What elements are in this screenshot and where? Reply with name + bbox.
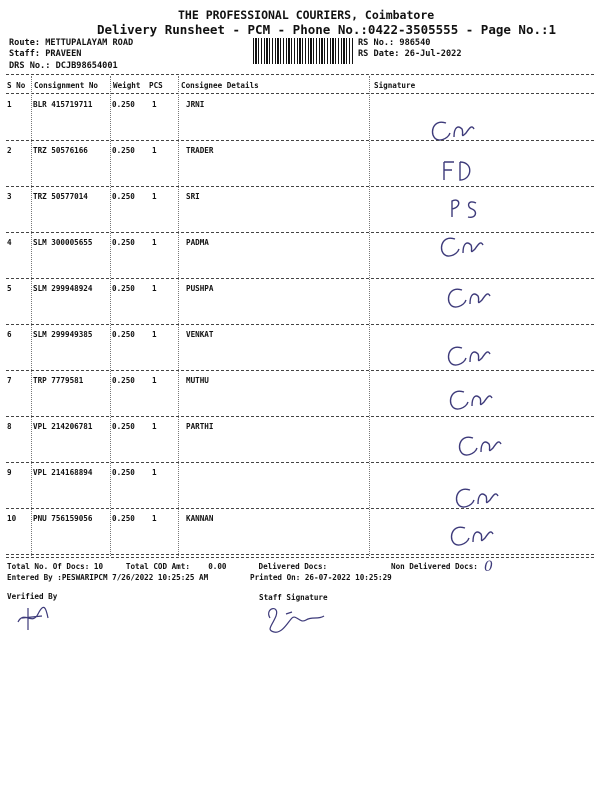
row-consignment: VPL 214206781 bbox=[33, 422, 93, 431]
row-consignee: KANNAN bbox=[186, 514, 214, 523]
staff-value: PRAVEEN bbox=[45, 49, 82, 59]
row-consignee: PUSHPA bbox=[186, 284, 214, 293]
barcode bbox=[253, 38, 353, 64]
rs-date-row bbox=[358, 49, 462, 59]
row-weight: 0.250 bbox=[112, 514, 135, 523]
totals-row bbox=[7, 562, 327, 571]
row-sno: 1 bbox=[7, 100, 12, 109]
drs-label: DRS No.: bbox=[9, 61, 51, 71]
row-pcs: 1 bbox=[152, 330, 157, 339]
col-pcs: PCS bbox=[149, 81, 163, 90]
col-signature: Signature bbox=[374, 81, 416, 90]
non-delivered-docs-label: Non Delivered Docs: bbox=[391, 562, 478, 571]
staff-signature-icon bbox=[262, 600, 332, 640]
rs-no-label: RS No.: bbox=[358, 38, 395, 48]
verified-by-label: Verified By bbox=[7, 592, 58, 601]
row-pcs: 1 bbox=[152, 376, 157, 385]
row-consignment: BLR 415719711 bbox=[33, 100, 93, 109]
divider bbox=[6, 370, 594, 371]
total-cod-value: 0.00 bbox=[208, 562, 227, 571]
col-weight: Weight bbox=[113, 81, 141, 90]
row-consignee: SRI bbox=[186, 192, 200, 201]
row-consignee: PARTHI bbox=[186, 422, 214, 431]
row-consignment: SLM 299949385 bbox=[33, 330, 93, 339]
row-consignment: PNU 756159056 bbox=[33, 514, 93, 523]
row-pcs: 1 bbox=[152, 238, 157, 247]
divider bbox=[6, 186, 594, 187]
divider bbox=[6, 93, 594, 94]
total-cod-label: Total COD Amt: bbox=[125, 562, 190, 571]
divider bbox=[6, 140, 594, 141]
non-delivered-handwritten: 0 bbox=[484, 559, 493, 575]
row-pcs: 1 bbox=[152, 284, 157, 293]
row-signature-icon bbox=[446, 195, 502, 225]
route-label: Route: bbox=[9, 38, 41, 48]
row-signature-icon bbox=[447, 522, 503, 552]
row-pcs: 1 bbox=[152, 468, 157, 477]
rs-no-row bbox=[358, 38, 430, 48]
row-consignment: TRZ 50577014 bbox=[33, 192, 88, 201]
total-docs-label: Total No. Of Docs: bbox=[7, 562, 90, 571]
staff-label: Staff: bbox=[9, 49, 41, 59]
row-sno: 4 bbox=[7, 238, 12, 247]
row-consignee: JRNI bbox=[186, 100, 205, 109]
printed-on: Printed On: 26-07-2022 10:25:29 bbox=[250, 573, 392, 582]
delivered-docs-label: Delivered Docs: bbox=[258, 562, 328, 571]
row-pcs: 1 bbox=[152, 514, 157, 523]
runsheet-subtitle: Delivery Runsheet - PCM - Phone No.:0422-3505555 - Page No.:1 bbox=[97, 22, 557, 37]
row-weight: 0.250 bbox=[112, 100, 135, 109]
row-sno: 2 bbox=[7, 146, 12, 155]
row-weight: 0.250 bbox=[112, 376, 135, 385]
row-signature-icon bbox=[452, 484, 508, 514]
row-pcs: 1 bbox=[152, 146, 157, 155]
divider bbox=[6, 278, 594, 279]
route-row bbox=[9, 38, 133, 48]
column-separator bbox=[369, 76, 370, 556]
row-consignment: TRZ 50576166 bbox=[33, 146, 88, 155]
column-separator bbox=[31, 76, 32, 556]
row-weight: 0.250 bbox=[112, 192, 135, 201]
column-separator bbox=[178, 76, 179, 556]
row-sno: 8 bbox=[7, 422, 12, 431]
verifier-signature-icon bbox=[14, 604, 54, 634]
total-docs-value: 10 bbox=[93, 562, 104, 571]
row-weight: 0.250 bbox=[112, 468, 135, 477]
row-pcs: 1 bbox=[152, 100, 157, 109]
row-consignee: MUTHU bbox=[186, 376, 209, 385]
row-signature-icon bbox=[444, 342, 500, 372]
col-sno: S No bbox=[7, 81, 26, 90]
row-sno: 10 bbox=[7, 514, 17, 523]
divider bbox=[6, 508, 594, 509]
row-weight: 0.250 bbox=[112, 238, 135, 247]
row-consignment: TRP 7779581 bbox=[33, 376, 84, 385]
row-consignment: VPL 214168894 bbox=[33, 468, 93, 477]
col-consignee: Consignee Details bbox=[181, 81, 259, 90]
entered-by: Entered By :PESWARIPCM 7/26/2022 10:25:25 AM bbox=[7, 573, 209, 582]
divider bbox=[6, 554, 594, 555]
row-consignee: TRADER bbox=[186, 146, 214, 155]
row-sno: 5 bbox=[7, 284, 12, 293]
rs-date-value: 26-Jul-2022 bbox=[404, 49, 462, 59]
divider bbox=[6, 416, 594, 417]
row-consignment: SLM 299948924 bbox=[33, 284, 93, 293]
column-separator bbox=[110, 76, 111, 556]
divider bbox=[6, 232, 594, 233]
divider bbox=[6, 324, 594, 325]
row-weight: 0.250 bbox=[112, 330, 135, 339]
row-signature-icon bbox=[455, 432, 511, 462]
row-weight: 0.250 bbox=[112, 146, 135, 155]
staff-signature-label: Staff Signature bbox=[259, 593, 328, 602]
drs-value: DCJB98654001 bbox=[55, 61, 118, 71]
route-value: METTUPALAYAM ROAD bbox=[45, 38, 134, 48]
row-pcs: 1 bbox=[152, 192, 157, 201]
row-signature-icon bbox=[444, 284, 500, 314]
staff-row bbox=[9, 49, 81, 59]
rs-no-value: 986540 bbox=[399, 38, 431, 48]
row-sno: 3 bbox=[7, 192, 12, 201]
row-weight: 0.250 bbox=[112, 284, 135, 293]
row-signature-icon bbox=[446, 386, 502, 416]
row-sno: 9 bbox=[7, 468, 12, 477]
row-consignee: VENKAT bbox=[186, 330, 214, 339]
row-signature-icon bbox=[438, 158, 494, 188]
company-title: THE PROFESSIONAL COURIERS, Coimbatore bbox=[178, 8, 435, 22]
divider bbox=[6, 74, 594, 75]
row-sno: 7 bbox=[7, 376, 12, 385]
divider bbox=[6, 462, 594, 463]
drs-row bbox=[9, 61, 118, 71]
row-consignment: SLM 300005655 bbox=[33, 238, 93, 247]
rs-date-label: RS Date: bbox=[358, 49, 400, 59]
row-signature-icon bbox=[437, 233, 493, 263]
row-sno: 6 bbox=[7, 330, 12, 339]
divider bbox=[6, 557, 594, 558]
row-signature-icon bbox=[428, 117, 484, 147]
row-pcs: 1 bbox=[152, 422, 157, 431]
col-consignment: Consignment No bbox=[34, 81, 99, 90]
row-weight: 0.250 bbox=[112, 422, 135, 431]
row-consignee: PADMA bbox=[186, 238, 209, 247]
